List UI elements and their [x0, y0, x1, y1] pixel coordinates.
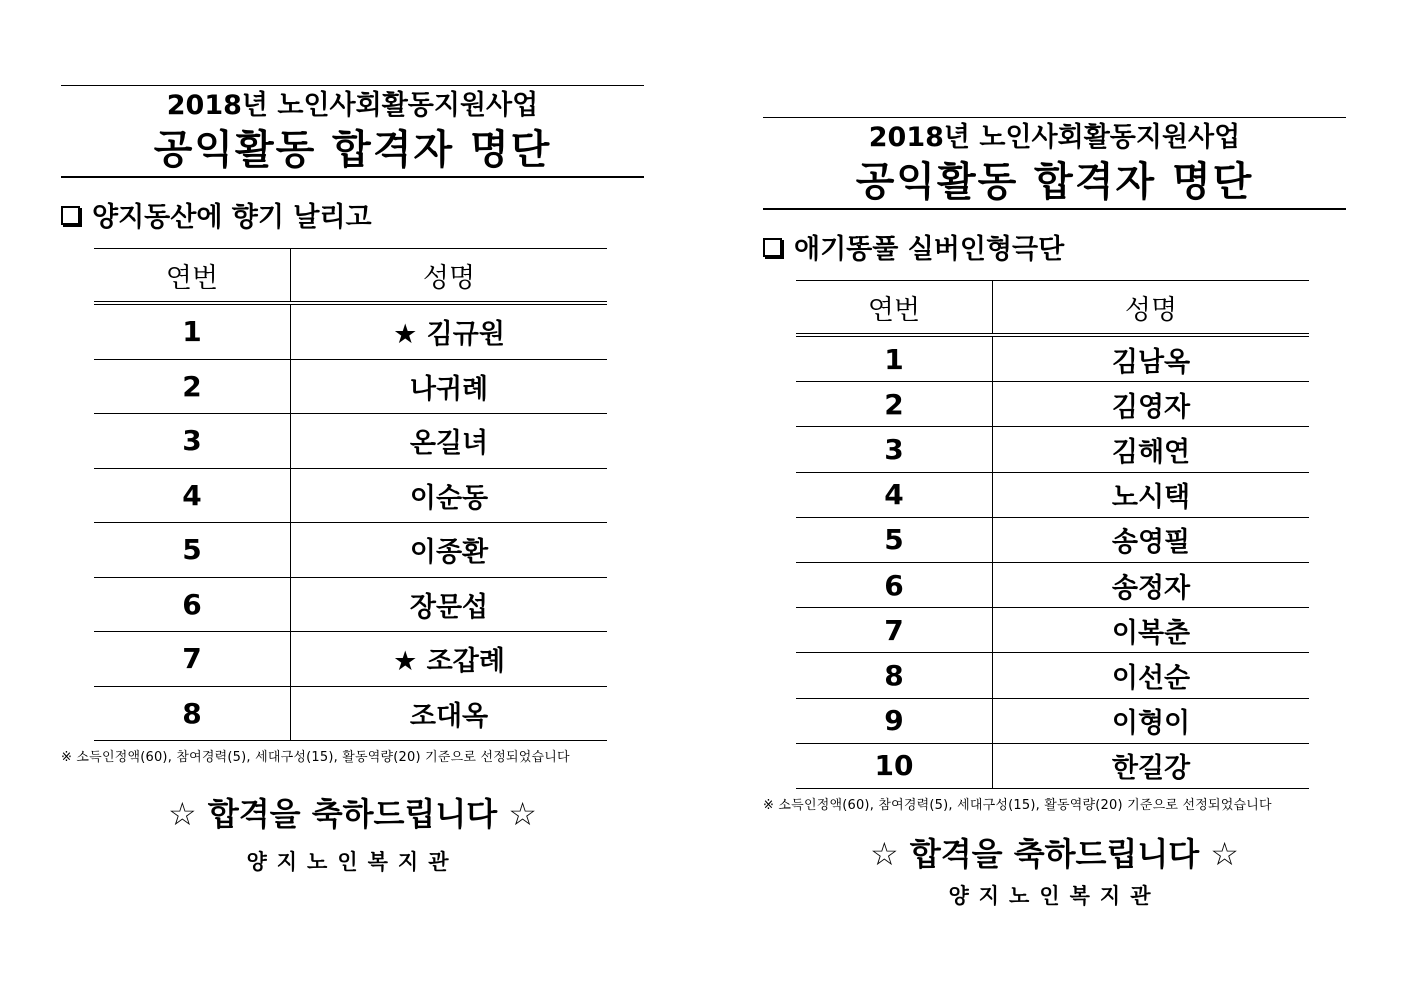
program-title: 2018년 노인사회활동지원사업 [868, 122, 1241, 153]
row-number: 2 [796, 382, 993, 427]
table-row [796, 608, 1309, 653]
table-row [94, 632, 607, 687]
participant-name: ★ 조갑례 [291, 632, 608, 687]
row-number: 7 [796, 608, 993, 653]
participant-name: 조대옥 [291, 686, 608, 741]
row-number: 8 [94, 686, 291, 741]
notice-panel-left [61, 85, 644, 877]
participant-name: 김영자 [993, 382, 1310, 427]
section-title: 양지동산에 향기 날리고 [92, 202, 372, 233]
roster-table [94, 248, 607, 741]
row-number: 8 [796, 653, 993, 698]
table-row [796, 517, 1309, 562]
organization-name: 양지노인복지관 [948, 883, 1161, 908]
row-number: 4 [94, 468, 291, 523]
row-number: 7 [94, 632, 291, 687]
table-header-row [796, 281, 1309, 336]
title-rule [61, 176, 644, 178]
row-number: 3 [94, 414, 291, 469]
participant-name: 장문섭 [291, 577, 608, 632]
column-header-number: 연번 [94, 249, 291, 304]
section-heading [763, 232, 1346, 268]
title-rule [763, 208, 1346, 210]
row-number: 9 [796, 698, 993, 743]
roster-table [796, 280, 1309, 789]
table-header-row [94, 249, 607, 304]
selection-criteria-note: ※ 소득인정액(60), 참여경력(5), 세대구성(15), 활동역량(20) 기준으로 선정되었습니다 [61, 750, 570, 765]
column-header-name: 성명 [993, 281, 1310, 336]
table-row [94, 523, 607, 578]
row-number: 5 [94, 523, 291, 578]
notice-panel-right [763, 117, 1346, 911]
congratulations-text: ☆ 합격을 축하드립니다 ☆ [167, 795, 537, 833]
column-header-number: 연번 [796, 281, 993, 336]
participant-name: 김남옥 [993, 335, 1310, 382]
table-row [94, 468, 607, 523]
participant-name: 이순동 [291, 468, 608, 523]
section-heading [61, 200, 644, 236]
row-number: 4 [796, 472, 993, 517]
participant-name: ★ 김규원 [291, 303, 608, 359]
row-number: 3 [796, 427, 993, 472]
table-row [94, 414, 607, 469]
table-row [796, 335, 1309, 382]
row-number: 5 [796, 517, 993, 562]
participant-name: 김해연 [993, 427, 1310, 472]
table-row [796, 472, 1309, 517]
participant-name: 이복춘 [993, 608, 1310, 653]
row-number: 1 [94, 303, 291, 359]
row-number: 10 [796, 743, 993, 788]
row-number: 2 [94, 359, 291, 414]
participant-name: 송정자 [993, 562, 1310, 607]
participant-name: 이종환 [291, 523, 608, 578]
column-header-name: 성명 [291, 249, 608, 304]
table-row [796, 382, 1309, 427]
organization-name: 양지노인복지관 [246, 850, 459, 874]
table-row [796, 743, 1309, 788]
row-number: 6 [796, 562, 993, 607]
section-title: 애기똥풀 실버인형극단 [794, 234, 1065, 265]
table-row [796, 653, 1309, 698]
table-row [94, 577, 607, 632]
checkbox-bullet-icon [763, 238, 782, 257]
participant-name: 온길녀 [291, 414, 608, 469]
participant-name: 이형이 [993, 698, 1310, 743]
table-row [94, 359, 607, 414]
table-row [796, 562, 1309, 607]
participant-name: 송영필 [993, 517, 1310, 562]
selection-criteria-note: ※ 소득인정액(60), 참여경력(5), 세대구성(15), 활동역량(20) 기준으로 선정되었습니다 [763, 797, 1272, 813]
row-number: 6 [94, 577, 291, 632]
table-row [796, 427, 1309, 472]
page-title: 공익활동 합격자 명단 [855, 159, 1254, 205]
participant-name: 노시택 [993, 472, 1310, 517]
top-rule [61, 85, 644, 86]
page-title: 공익활동 합격자 명단 [153, 127, 552, 173]
table-row [94, 303, 607, 359]
table-row [796, 698, 1309, 743]
table-row [94, 686, 607, 741]
row-number: 1 [796, 335, 993, 382]
congratulations-text: ☆ 합격을 축하드립니다 ☆ [869, 834, 1239, 873]
participant-name: 이선순 [993, 653, 1310, 698]
participant-name: 한길강 [993, 743, 1310, 788]
participant-name: 나귀례 [291, 359, 608, 414]
program-title: 2018년 노인사회활동지원사업 [166, 90, 539, 121]
top-rule [763, 117, 1346, 118]
checkbox-bullet-icon [61, 206, 80, 225]
